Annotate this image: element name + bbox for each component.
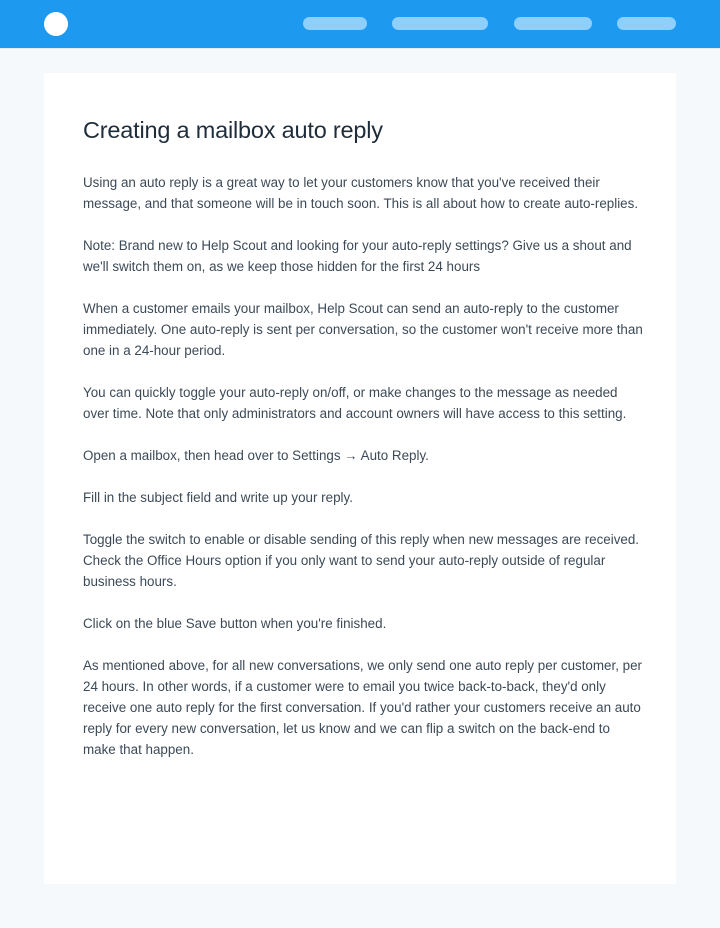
article-paragraph-step-save: Click on the blue Save button when you're finished. [83,616,387,631]
article-paragraph-step-toggle: Toggle the switch to enable or disable sending of this reply when new messages are received. Check the Office Hours option if you only want to send your auto-reply outside of regular business hours. [83,532,640,589]
top-navigation-bar [0,0,720,48]
nav-link-placeholder-1[interactable] [303,17,367,30]
article-paragraph-behavior: When a customer emails your mailbox, Help Scout can send an auto-reply to the customer immediately. One auto-reply is sent per conversation, so the customer won't receive more than one in a 24-hour period. [83,301,643,358]
nav-link-placeholder-2[interactable] [392,17,488,30]
article-paragraph-toggle: You can quickly toggle your auto-reply on/off, or make changes to the message as needed over time. Note that only administrators and account owners will have access to this setting. [83,385,627,421]
article-paragraph-intro: Using an auto reply is a great way to let your customers know that you've received their message, and that someone will be in touch soon. This is all about how to create auto-replies. [83,175,639,211]
article-title: Creating a mailbox auto reply [83,117,383,143]
article-card [44,73,676,884]
nav-link-placeholder-3[interactable] [514,17,592,30]
article-paragraph-note: Note: Brand new to Help Scout and looking for your auto-reply settings? Give us a shout and we'll switch them on, as we keep those hidden for the first 24 hours [83,238,632,274]
nav-link-placeholder-4[interactable] [617,17,676,30]
article-paragraph-step-open: Open a mailbox, then head over to Settings → Auto Reply. [83,448,429,463]
logo-icon[interactable] [44,12,68,36]
article-paragraph-closing: As mentioned above, for all new conversations, we only send one auto reply per customer, per 24 hours. In other words, if a customer were to email you twice back-to-back, they'd only receive one auto reply for the first conversation. If you'd rather your customers receive an auto reply for every new conversation, let us know and we can flip a switch on the back-end to make that happen. [83,658,642,757]
article-paragraph-step-fill: Fill in the subject field and write up your reply. [83,490,353,505]
article-content [83,115,643,781]
